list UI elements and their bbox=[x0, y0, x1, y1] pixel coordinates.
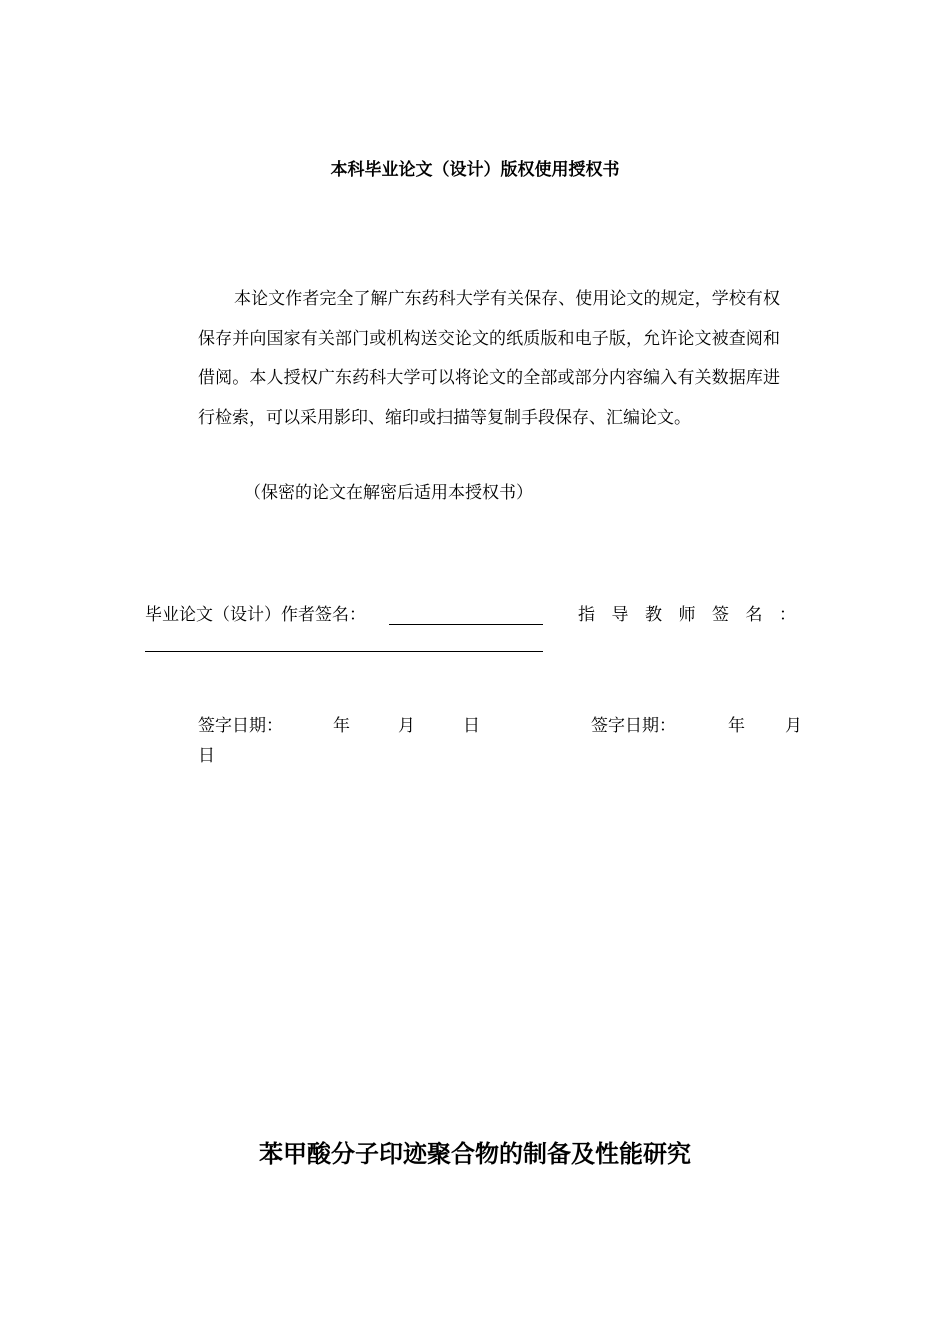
thesis-title: 苯甲酸分子印迹聚合物的制备及性能研究 bbox=[259, 1140, 691, 1168]
advisor-label-char: 师 bbox=[678, 605, 696, 625]
advisor-signature-label bbox=[578, 602, 796, 628]
date-label: 签字日期： bbox=[591, 716, 676, 736]
date-month: 月 bbox=[398, 716, 415, 736]
date-year: 年 bbox=[728, 716, 745, 736]
date-day: 日 bbox=[463, 716, 480, 736]
author-date-row bbox=[198, 712, 480, 740]
advisor-date-day: 日 bbox=[198, 746, 215, 766]
author-signature-label: 毕业论文（设计）作者签名： bbox=[145, 605, 366, 625]
confidentiality-note: （保密的论文在解密后适用本授权书） bbox=[244, 483, 533, 503]
date-label: 签字日期： bbox=[198, 716, 283, 736]
advisor-label-char: 签 bbox=[712, 605, 729, 625]
advisor-label-char: 导 bbox=[611, 605, 629, 625]
date-month: 月 bbox=[785, 716, 802, 736]
advisor-date-row bbox=[591, 712, 802, 740]
advisor-label-char: ： bbox=[779, 605, 796, 625]
date-year: 年 bbox=[333, 716, 350, 736]
advisor-signature-line bbox=[145, 651, 543, 652]
document-title: 本科毕业论文（设计）版权使用授权书 bbox=[330, 160, 620, 180]
advisor-label-char: 教 bbox=[645, 605, 662, 625]
advisor-label-char: 名 bbox=[745, 605, 763, 625]
author-signature-line bbox=[389, 624, 543, 625]
authorization-paragraph: 本论文作者完全了解广东药科大学有关保存、使用论文的规定，学校有权保存并向国家有关部门或机构送交论文的纸质版和电子版，允许论文被查阅和借阅。本人授权广东药科大学可以将论文的全部或部分内容编入有关数据库进行检索，可以采用影印、缩印或扫描等复制手段保存、汇编论文。 bbox=[198, 289, 780, 428]
advisor-label-char: 指 bbox=[578, 605, 595, 625]
